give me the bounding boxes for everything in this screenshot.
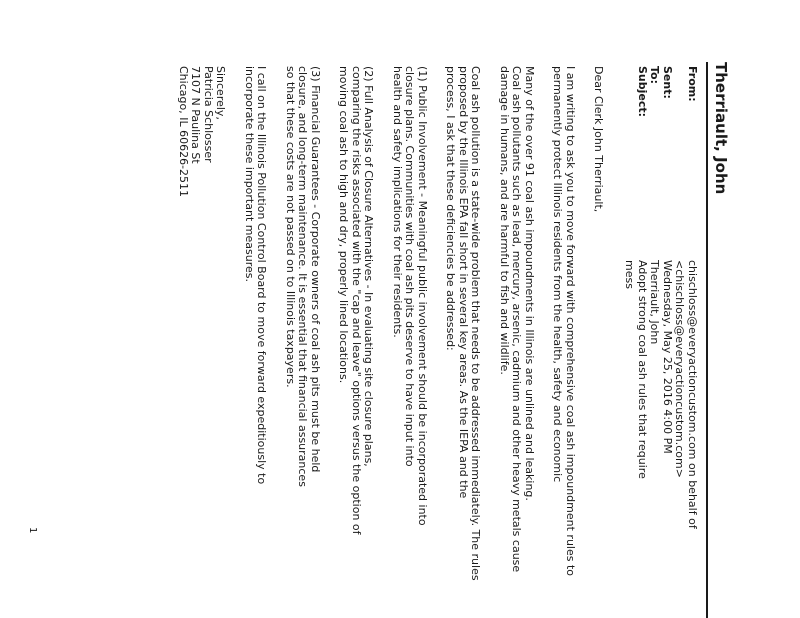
header-label-sent: Sent:: [661, 66, 674, 99]
signoff-closing: Sincerely,: [214, 66, 228, 120]
paragraph-line: proposed by the Illinois EPA fall short in several key areas. As the IEPA and the: [457, 66, 470, 499]
header-row-from: [686, 62, 699, 618]
header-value-to: Therriault, John: [648, 260, 662, 345]
letter-content: [177, 62, 733, 618]
paragraph-line: Coal ash pollutants such as lead, mercury, arsenic, cadmium and other heavy metals cause: [510, 66, 524, 573]
paragraph-line: so that these costs are not passed on to Illinois taxpayers.: [284, 66, 297, 388]
page-number: 1: [27, 527, 38, 534]
paragraph-line: I am writing to ask you to move forward with comprehensive coal ash impoundment rules to: [564, 66, 577, 577]
paragraph-line: Coal ash pollution is a state-wide problem that needs to be addressed immediately. The rules: [469, 66, 483, 581]
header-row-subject-cont: [623, 62, 636, 618]
paragraph-call-to-action: [243, 66, 268, 618]
sender-name-heading: Therriault, John: [706, 62, 732, 618]
paragraph-line: permanently protect Illinois residents from the health, safety and economic: [551, 66, 565, 483]
email-header-block: [623, 62, 698, 618]
header-row-from-cont: [673, 62, 686, 618]
paragraph-line: (1) Public Involvement - Meaningful public involvement should be incorporated into: [416, 66, 429, 526]
paragraph-line: (2) Full Analysis of Closure Alternatives - In evaluating site closure plans,: [362, 66, 376, 467]
paragraph-statewide: [444, 66, 482, 618]
header-label-to: To:: [648, 66, 662, 84]
signoff-street: 7107 N Paulina St: [189, 66, 203, 164]
paragraph-line: damage in humans, and are harmful to fish and wildlife.: [498, 66, 511, 375]
header-value-from-address: <chischloss@everyactioncustom.com>: [673, 260, 687, 478]
paragraph-line: health and safety implications for their residents.: [391, 66, 404, 338]
paragraph-line: I call on the Illinois Pollution Control Board to move forward expeditiously to: [255, 66, 269, 485]
header-value-subject-cont: mess: [623, 260, 637, 289]
letter-greeting: Dear Clerk John Therriault,: [592, 66, 605, 213]
paragraph-line: Many of the over 91 coal ash impoundments in Illinois are unlined and leaking.: [523, 66, 536, 501]
paragraph-public-involvement: [391, 66, 429, 618]
signoff-city: Chicago, IL 60626-2511: [177, 66, 190, 198]
signoff-name: Patricia Schlosser: [202, 66, 215, 163]
header-row-to: [648, 62, 661, 618]
paragraph-line: closure, and long-term maintenance. It is essential that financial assurances: [296, 66, 310, 487]
letter-signoff: [177, 66, 227, 618]
paragraph-line: comparing the risks associated with the "cap and leave" options versus the option of: [350, 66, 363, 535]
paragraph-line: incorporate these important measures.: [243, 66, 256, 282]
header-value-from: chischloss@everyactioncustom.com on behalf of: [686, 260, 699, 529]
header-value-sent: Wednesday, May 25, 2016 4:00 PM: [661, 260, 674, 454]
paragraph-impoundments: [498, 66, 536, 618]
paragraph-line: (3) Financial Guarantees - Corporate owners of coal ash pits must be held: [309, 66, 322, 473]
paragraph-line: moving coal ash to high and dry, properly lined locations.: [337, 66, 351, 384]
paragraph-financial-guarantees: [284, 66, 322, 618]
paragraph-closure-alternatives: [337, 66, 375, 618]
header-label-subject: Subject:: [636, 66, 649, 118]
header-value-subject: Adopt strong coal ash rules that require: [636, 260, 649, 479]
header-row-sent: [661, 62, 674, 618]
paragraph-line: closure plans. Communities with coal ash pits deserve to have input into: [403, 66, 417, 467]
header-row-subject: [636, 62, 649, 618]
header-label-from: From:: [686, 66, 699, 102]
paragraph-line: process, I ask that these deficiencies be addressed:: [444, 66, 458, 351]
paragraph-intro: [551, 66, 576, 618]
